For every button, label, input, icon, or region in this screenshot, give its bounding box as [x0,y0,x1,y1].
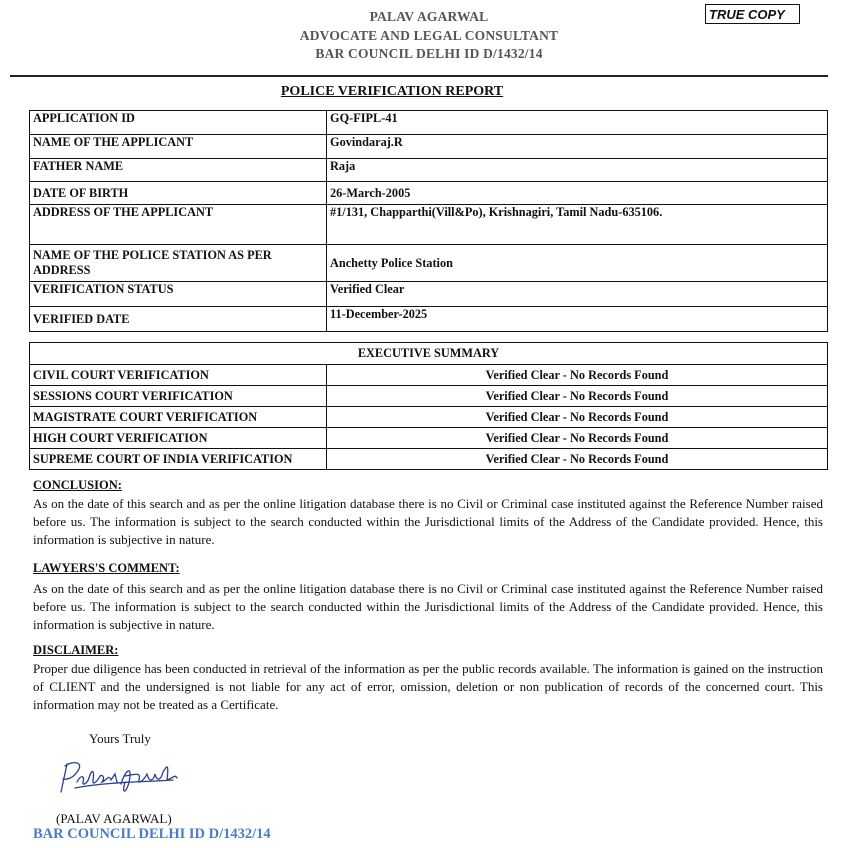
detail-label: NAME OF THE POLICE STATION AS PER ADDRESS [30,245,327,282]
header-divider [10,75,828,77]
lawyer-role: ADVOCATE AND LEGAL CONSULTANT [299,28,559,43]
table-row [30,282,828,307]
detail-label: DATE OF BIRTH [30,182,327,205]
summary-value: Verified Clear - No Records Found [327,365,828,386]
table-row [30,135,828,159]
summary-label: CIVIL COURT VERIFICATION [30,365,327,386]
signatory-bar-id: BAR COUNCIL DELHI ID D/1432/14 [33,826,271,842]
detail-value: #1/131, Chapparthi(Vill&Po), Krishnagiri, Tamil Nadu-635106. [327,205,828,245]
table-row [30,111,828,135]
summary-value: Verified Clear - No Records Found [327,386,828,407]
table-row [30,449,828,470]
signature-image [55,752,185,802]
conclusion-text: As on the date of this search and as per the online litigation database there is no Civil or Criminal case instituted against the Reference Number raised before us. The information is subject to the search conducted within the Jurisdictional limits of the Address of the Candidate provided. Hence, this information is subjective in nature. [33,496,823,548]
disclaimer-text: Proper due diligence has been conducted in retrieval of the information as per the public records available. The information is gained on the instruction of CLIENT and the undersigned is not liable for any act of error, omission, deletion or non publication of records of the concerned court. This information may not be treated as a Certificate. [33,661,823,713]
disclaimer-heading: DISCLAIMER: [33,643,119,657]
detail-label: VERIFIED DATE [30,307,327,332]
detail-label: APPLICATION ID [30,111,327,135]
summary-title: EXECUTIVE SUMMARY [30,343,828,365]
table-row [30,386,828,407]
detail-value: GQ-FIPL-41 [327,111,828,135]
summary-value: Verified Clear - No Records Found [327,449,828,470]
detail-label: FATHER NAME [30,159,327,182]
closing-salutation: Yours Truly [89,731,151,746]
comment-heading: LAWYERS'S COMMENT: [33,561,180,575]
bar-council-id: BAR COUNCIL DELHI ID D/1432/14 [315,46,543,61]
detail-label: NAME OF THE APPLICANT [30,135,327,159]
detail-label: VERIFICATION STATUS [30,282,327,307]
table-row [30,159,828,182]
summary-label: SESSIONS COURT VERIFICATION [30,386,327,407]
table-row [30,307,828,332]
report-title: POLICE VERIFICATION REPORT [280,84,504,99]
detail-value: 26-March-2005 [327,182,828,205]
table-row [30,428,828,449]
summary-label: SUPREME COURT OF INDIA VERIFICATION [30,449,327,470]
conclusion-heading: CONCLUSION: [33,478,122,492]
summary-value: Verified Clear - No Records Found [327,428,828,449]
true-copy-stamp: TRUE COPY [705,4,800,24]
table-row [30,182,828,205]
executive-summary-table [29,342,828,470]
signatory-name: (PALAV AGARWAL) [56,811,172,826]
detail-value: 11-December-2025 [327,307,828,332]
table-row [30,407,828,428]
applicant-details-table [29,110,828,332]
table-row [30,245,828,282]
detail-value: Govindaraj.R [327,135,828,159]
table-row [30,343,828,365]
detail-label: ADDRESS OF THE APPLICANT [30,205,327,245]
summary-value: Verified Clear - No Records Found [327,407,828,428]
comment-text: As on the date of this search and as per the online litigation database there is no Civil or Criminal case instituted against the Reference Number raised before us. The information is subject to the search conducted within the Jurisdictional limits of the Address of the Candidate provided. Hence, this information is subjective in nature. [33,581,823,633]
summary-label: HIGH COURT VERIFICATION [30,428,327,449]
table-row [30,205,828,245]
summary-label: MAGISTRATE COURT VERIFICATION [30,407,327,428]
detail-value: Raja [327,159,828,182]
table-row [30,365,828,386]
lawyer-name: PALAV AGARWAL [369,9,489,24]
detail-value: Anchetty Police Station [327,245,828,282]
detail-value: Verified Clear [327,282,828,307]
